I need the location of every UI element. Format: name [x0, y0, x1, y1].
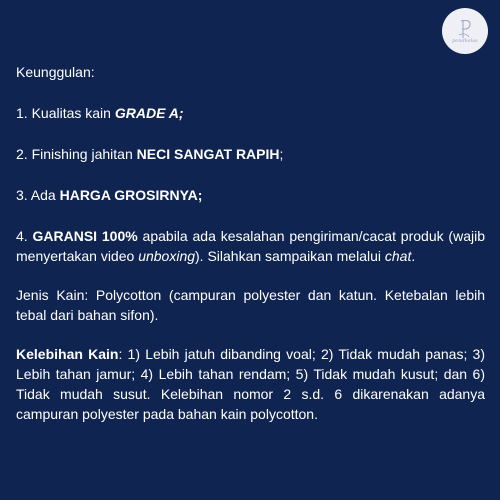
brand-logo: [442, 8, 488, 54]
feature-3-bold: HARGA GROSIRNYA;: [59, 187, 203, 203]
feature-4-text3: .: [411, 248, 416, 264]
feature-item-1: [16, 103, 485, 123]
feature-item-4: [16, 226, 485, 266]
feature-item-2: [16, 144, 485, 164]
benefits-heading: Kelebihan Kain: [16, 346, 119, 362]
feature-2-bold: NECI SANGAT RAPIH: [136, 146, 280, 162]
intro-label: Keunggulan:: [16, 64, 95, 80]
feature-4-bold: GARANSI 100%: [32, 228, 138, 244]
feature-1-prefix: 1. Kualitas kain: [16, 105, 115, 121]
feature-item-3: [16, 185, 485, 205]
benefits-text: : 1) Lebih jatuh dibanding voal; 2) Tidak mudah panas; 3) Lebih tahan jamur; 4) Lebih tahan rendam; 5) Tidak mudah kusut; dan 6) Tidak mudah susut. Kelebihan nomor 2 s.d. 6 dikarenakan adanya campuran polyester pada bahan kain polycotton.: [16, 346, 485, 422]
feature-4-italic1: unboxing: [138, 248, 196, 264]
feature-4-text1: apabila ada kesalahan pengiriman/cacat produk (wajib menyertakan video: [16, 228, 485, 264]
feature-4-text2: ). Silahkan sampaikan melalui: [195, 248, 385, 264]
logo-script-text: pondkelas: [452, 38, 478, 44]
feature-1-bold: GRADE A;: [114, 105, 184, 121]
fabric-type-paragraph: Jenis Kain: Polycotton (campuran polyester dan katun. Ketebalan lebih tebal dari bahan sifon).: [16, 287, 485, 323]
feature-4-prefix: 4.: [16, 228, 33, 244]
logo-monogram-icon: [455, 18, 475, 40]
feature-4-italic2: chat: [384, 248, 412, 264]
fabric-benefits-paragraph: [16, 344, 485, 424]
feature-2-suffix: ;: [279, 146, 284, 162]
feature-3-prefix: 3. Ada: [16, 187, 60, 203]
feature-2-prefix: 2. Finishing jahitan: [16, 146, 137, 162]
description-content: [16, 62, 485, 424]
